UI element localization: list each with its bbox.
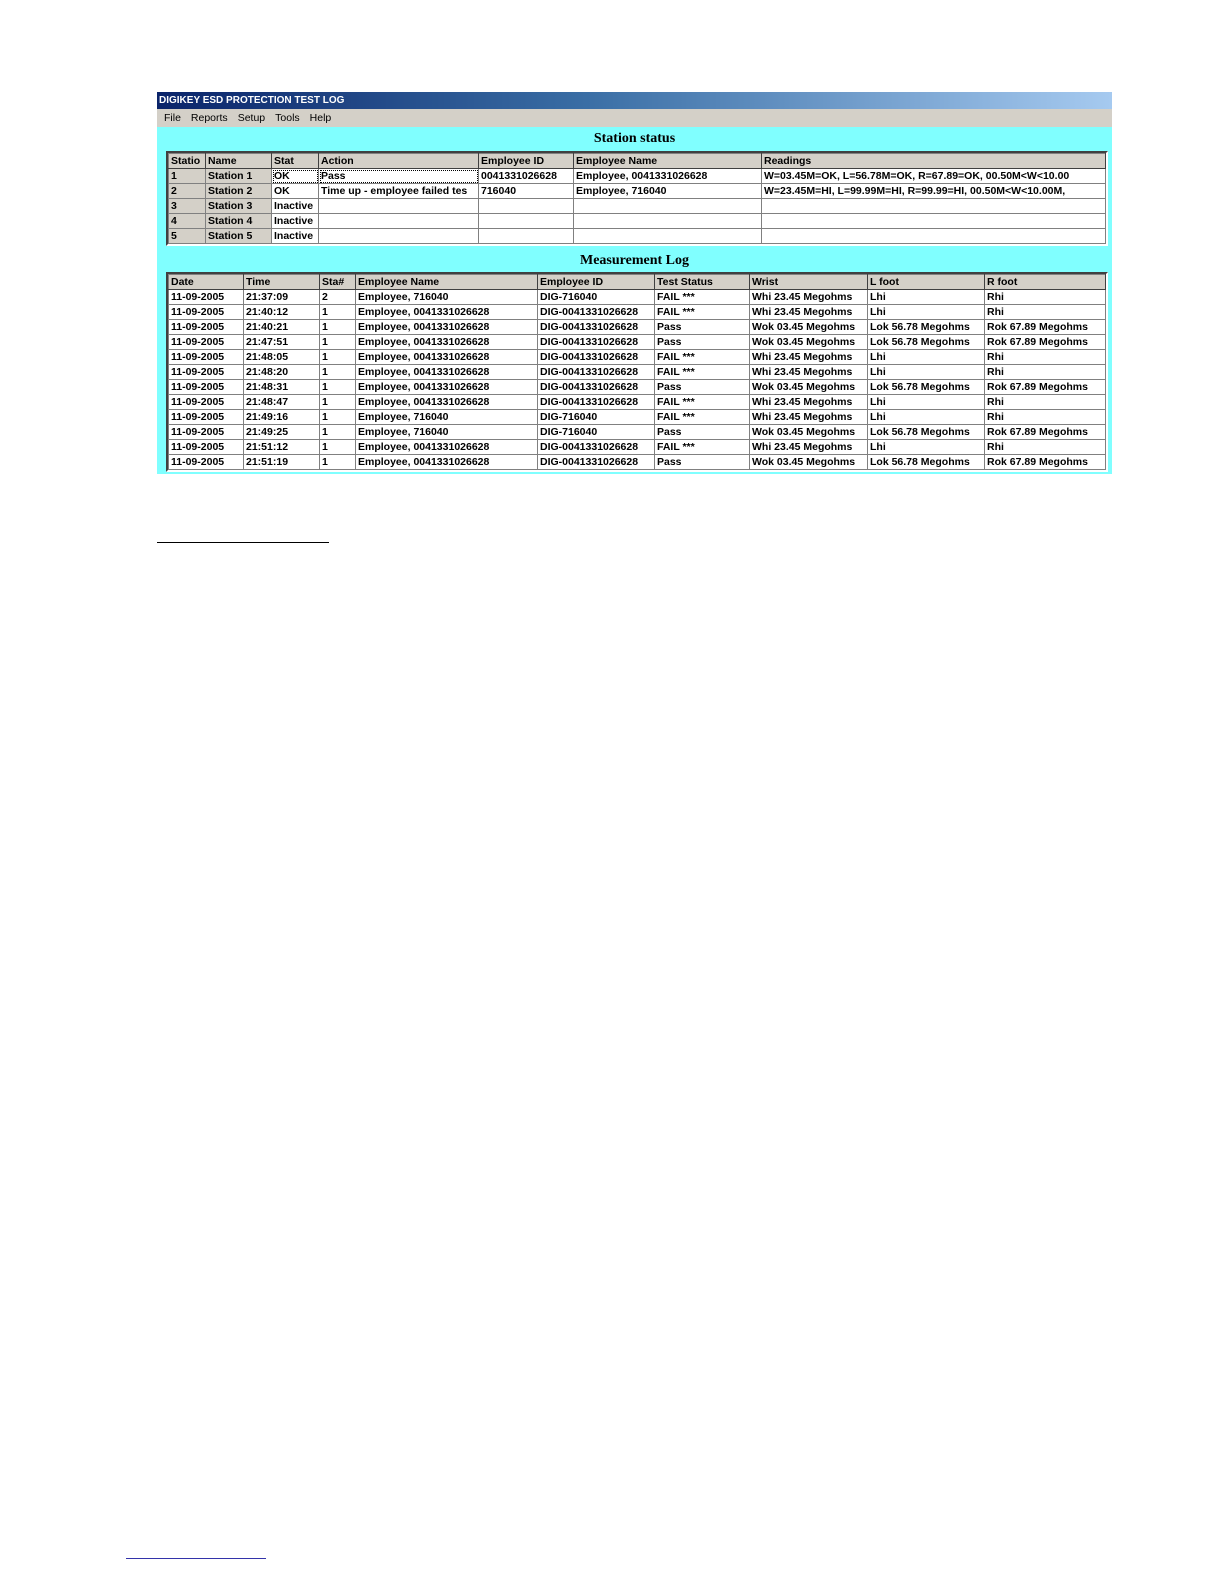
log-cell-employee-name[interactable]: Employee, 0041331026628 (356, 350, 538, 365)
log-row[interactable] (169, 440, 1106, 455)
log-cell-date[interactable]: 11-09-2005 (169, 320, 244, 335)
station-row[interactable] (169, 169, 1106, 184)
log-cell-sta[interactable]: 1 (320, 305, 356, 320)
log-cell-l-foot[interactable]: Lhi (868, 365, 985, 380)
log-cell-sta[interactable]: 1 (320, 320, 356, 335)
log-row[interactable] (169, 395, 1106, 410)
log-cell-r-foot[interactable]: Rhi (985, 395, 1106, 410)
station-cell-action[interactable] (319, 229, 479, 244)
log-cell-l-foot[interactable]: Lhi (868, 290, 985, 305)
window-title: DIGIKEY ESD PROTECTION TEST LOG (159, 95, 345, 106)
station-cell-name[interactable]: Station 3 (206, 199, 272, 214)
log-cell-time[interactable]: 21:48:47 (244, 395, 320, 410)
log-cell-date[interactable]: 11-09-2005 (169, 380, 244, 395)
station-row[interactable] (169, 184, 1106, 199)
log-cell-wrist[interactable]: Whi 23.45 Megohms (750, 305, 868, 320)
measurement-log-table (168, 274, 1106, 470)
station-cell-stat[interactable]: Inactive (272, 229, 319, 244)
log-cell-r-foot[interactable]: Rok 67.89 Megohms (985, 320, 1106, 335)
log-col-header-time[interactable]: Time (244, 275, 320, 290)
station-col-header-action[interactable]: Action (319, 154, 479, 169)
menu-reports[interactable]: Reports (190, 112, 228, 124)
log-cell-r-foot[interactable]: Rok 67.89 Megohms (985, 425, 1106, 440)
station-cell-employee-name[interactable] (574, 214, 762, 229)
station-cell-stat[interactable]: OK (272, 184, 319, 199)
log-cell-employee-name[interactable]: Employee, 0041331026628 (356, 395, 538, 410)
log-cell-wrist[interactable]: Whi 23.45 Megohms (750, 410, 868, 425)
log-cell-wrist[interactable]: Whi 23.45 Megohms (750, 350, 868, 365)
log-cell-test-status[interactable]: Pass (655, 455, 750, 470)
station-cell-employee-id[interactable] (479, 214, 574, 229)
station-row[interactable] (169, 229, 1106, 244)
station-cell-readings[interactable]: W=23.45M=HI, L=99.99M=HI, R=99.99=HI, 00.50M<W<10.00M, (762, 184, 1106, 199)
log-cell-l-foot[interactable]: Lhi (868, 440, 985, 455)
log-cell-wrist[interactable]: Whi 23.45 Megohms (750, 440, 868, 455)
station-cell-employee-name[interactable] (574, 229, 762, 244)
station-cell-employee-name[interactable]: Employee, 0041331026628 (574, 169, 762, 184)
log-cell-l-foot[interactable]: Lok 56.78 Megohms (868, 335, 985, 350)
log-cell-sta[interactable]: 1 (320, 440, 356, 455)
station-cell-stat[interactable]: Inactive (272, 199, 319, 214)
station-cell-readings[interactable]: W=03.45M=OK, L=56.78M=OK, R=67.89=OK, 00.50M<W<10.00 (762, 169, 1106, 184)
log-row[interactable] (169, 290, 1106, 305)
log-cell-sta[interactable]: 2 (320, 290, 356, 305)
log-cell-l-foot[interactable]: Lhi (868, 395, 985, 410)
log-cell-sta[interactable]: 1 (320, 425, 356, 440)
station-cell-readings[interactable] (762, 229, 1106, 244)
log-col-header-employee-name[interactable]: Employee Name (356, 275, 538, 290)
log-cell-test-status[interactable]: FAIL *** (655, 395, 750, 410)
log-cell-test-status[interactable]: FAIL *** (655, 440, 750, 455)
station-cell-name[interactable]: Station 4 (206, 214, 272, 229)
log-cell-date[interactable]: 11-09-2005 (169, 455, 244, 470)
log-cell-r-foot[interactable]: Rhi (985, 350, 1106, 365)
station-col-header-stat[interactable]: Stat (272, 154, 319, 169)
station-cell-readings[interactable] (762, 214, 1106, 229)
station-cell-action[interactable] (319, 199, 479, 214)
log-cell-time[interactable]: 21:37:09 (244, 290, 320, 305)
station-row[interactable] (169, 214, 1106, 229)
log-cell-sta[interactable]: 1 (320, 335, 356, 350)
log-cell-employee-name[interactable]: Employee, 716040 (356, 290, 538, 305)
log-cell-sta[interactable]: 1 (320, 350, 356, 365)
log-cell-r-foot[interactable]: Rok 67.89 Megohms (985, 455, 1106, 470)
log-row[interactable] (169, 380, 1106, 395)
log-cell-sta[interactable]: 1 (320, 380, 356, 395)
station-status-grid[interactable] (166, 151, 1108, 246)
log-cell-time[interactable]: 21:48:20 (244, 365, 320, 380)
log-cell-employee-id[interactable]: DIG-716040 (538, 410, 655, 425)
station-cell-statio[interactable]: 5 (169, 229, 206, 244)
menu-help[interactable]: Help (309, 112, 332, 124)
log-cell-test-status[interactable]: FAIL *** (655, 365, 750, 380)
log-cell-wrist[interactable]: Wok 03.45 Megohms (750, 335, 868, 350)
log-col-header-employee-id[interactable]: Employee ID (538, 275, 655, 290)
log-cell-time[interactable]: 21:48:31 (244, 380, 320, 395)
log-cell-employee-name[interactable]: Employee, 0041331026628 (356, 320, 538, 335)
log-cell-date[interactable]: 11-09-2005 (169, 305, 244, 320)
log-cell-l-foot[interactable]: Lok 56.78 Megohms (868, 455, 985, 470)
log-row[interactable] (169, 455, 1106, 470)
log-cell-time[interactable]: 21:48:05 (244, 350, 320, 365)
log-cell-test-status[interactable]: Pass (655, 380, 750, 395)
station-col-header-name[interactable]: Name (206, 154, 272, 169)
log-cell-employee-name[interactable]: Employee, 0041331026628 (356, 440, 538, 455)
log-cell-test-status[interactable]: Pass (655, 425, 750, 440)
station-cell-statio[interactable]: 3 (169, 199, 206, 214)
menu-bar (157, 109, 1112, 127)
log-cell-r-foot[interactable]: Rhi (985, 305, 1106, 320)
log-cell-employee-id[interactable]: DIG-0041331026628 (538, 335, 655, 350)
log-header-row (169, 275, 1106, 290)
station-cell-employee-id[interactable] (479, 229, 574, 244)
log-cell-test-status[interactable]: FAIL *** (655, 305, 750, 320)
station-col-header-employee-id[interactable]: Employee ID (479, 154, 574, 169)
log-cell-employee-name[interactable]: Employee, 0041331026628 (356, 305, 538, 320)
log-cell-test-status[interactable]: FAIL *** (655, 410, 750, 425)
station-rows (169, 169, 1106, 244)
log-cell-employee-id[interactable]: DIG-0041331026628 (538, 380, 655, 395)
log-row[interactable] (169, 350, 1106, 365)
station-cell-action[interactable]: Time up - employee failed tes (319, 184, 479, 199)
log-cell-r-foot[interactable]: Rhi (985, 440, 1106, 455)
log-cell-employee-name[interactable]: Employee, 716040 (356, 410, 538, 425)
station-cell-readings[interactable] (762, 199, 1106, 214)
log-col-header-wrist[interactable]: Wrist (750, 275, 868, 290)
log-cell-wrist[interactable]: Wok 03.45 Megohms (750, 320, 868, 335)
log-cell-employee-id[interactable]: DIG-0041331026628 (538, 350, 655, 365)
log-cell-date[interactable]: 11-09-2005 (169, 440, 244, 455)
station-cell-employee-name[interactable] (574, 199, 762, 214)
station-row[interactable] (169, 199, 1106, 214)
station-cell-action[interactable] (319, 214, 479, 229)
log-cell-r-foot[interactable]: Rok 67.89 Megohms (985, 335, 1106, 350)
log-cell-test-status[interactable]: FAIL *** (655, 290, 750, 305)
log-cell-time[interactable]: 21:49:25 (244, 425, 320, 440)
log-cell-employee-name[interactable]: Employee, 716040 (356, 425, 538, 440)
station-cell-statio[interactable]: 1 (169, 169, 206, 184)
log-cell-employee-id[interactable]: DIG-0041331026628 (538, 455, 655, 470)
station-header-row (169, 154, 1106, 169)
log-cell-employee-id[interactable]: DIG-0041331026628 (538, 320, 655, 335)
log-cell-sta[interactable]: 1 (320, 365, 356, 380)
station-cell-stat[interactable]: Inactive (272, 214, 319, 229)
log-cell-date[interactable]: 11-09-2005 (169, 290, 244, 305)
window-title-bar[interactable] (157, 92, 1112, 109)
log-cell-wrist[interactable]: Whi 23.45 Megohms (750, 365, 868, 380)
log-cell-sta[interactable]: 1 (320, 410, 356, 425)
measurement-log-title: Measurement Log (580, 253, 689, 268)
log-cell-r-foot[interactable]: Rok 67.89 Megohms (985, 380, 1106, 395)
log-row[interactable] (169, 305, 1106, 320)
log-cell-l-foot[interactable]: Lhi (868, 350, 985, 365)
log-cell-wrist[interactable]: Wok 03.45 Megohms (750, 455, 868, 470)
log-cell-date[interactable]: 11-09-2005 (169, 425, 244, 440)
menu-tools[interactable]: Tools (275, 112, 300, 124)
log-col-header-date[interactable]: Date (169, 275, 244, 290)
log-cell-employee-id[interactable]: DIG-0041331026628 (538, 440, 655, 455)
log-cell-wrist[interactable]: Whi 23.45 Megohms (750, 290, 868, 305)
station-cell-action[interactable]: Pass (319, 169, 479, 184)
log-row[interactable] (169, 410, 1106, 425)
log-cell-time[interactable]: 21:40:21 (244, 320, 320, 335)
measurement-log-grid[interactable] (166, 272, 1108, 472)
station-cell-stat[interactable]: OK (272, 169, 319, 184)
log-cell-employee-name[interactable]: Employee, 0041331026628 (356, 380, 538, 395)
station-cell-name[interactable]: Station 2 (206, 184, 272, 199)
footnote-rule (126, 1558, 266, 1559)
log-cell-wrist[interactable]: Wok 03.45 Megohms (750, 380, 868, 395)
log-cell-date[interactable]: 11-09-2005 (169, 410, 244, 425)
menu-setup[interactable]: Setup (237, 112, 266, 124)
station-cell-employee-name[interactable]: Employee, 716040 (574, 184, 762, 199)
log-col-header-sta[interactable]: Sta# (320, 275, 356, 290)
log-cell-employee-id[interactable]: DIG-716040 (538, 290, 655, 305)
log-cell-time[interactable]: 21:47:51 (244, 335, 320, 350)
log-cell-r-foot[interactable]: Rhi (985, 365, 1106, 380)
log-cell-date[interactable]: 11-09-2005 (169, 350, 244, 365)
log-cell-employee-name[interactable]: Employee, 0041331026628 (356, 365, 538, 380)
log-cell-wrist[interactable]: Wok 03.45 Megohms (750, 425, 868, 440)
station-cell-name[interactable]: Station 5 (206, 229, 272, 244)
station-col-header-readings[interactable]: Readings (762, 154, 1106, 169)
log-row[interactable] (169, 335, 1106, 350)
log-cell-l-foot[interactable]: Lok 56.78 Megohms (868, 425, 985, 440)
log-cell-l-foot[interactable]: Lok 56.78 Megohms (868, 320, 985, 335)
log-col-header-test-status[interactable]: Test Status (655, 275, 750, 290)
log-cell-sta[interactable]: 1 (320, 455, 356, 470)
log-cell-time[interactable]: 21:40:12 (244, 305, 320, 320)
station-status-table (168, 153, 1106, 244)
menu-file[interactable]: File (164, 112, 181, 124)
log-cell-employee-id[interactable]: DIG-0041331026628 (538, 305, 655, 320)
log-row[interactable] (169, 365, 1106, 380)
log-col-header-r-foot[interactable]: R foot (985, 275, 1106, 290)
log-cell-l-foot[interactable]: Lok 56.78 Megohms (868, 380, 985, 395)
station-col-header-statio[interactable]: Statio (169, 154, 206, 169)
log-cell-time[interactable]: 21:51:12 (244, 440, 320, 455)
log-cell-time[interactable]: 21:51:19 (244, 455, 320, 470)
log-cell-date[interactable]: 11-09-2005 (169, 395, 244, 410)
log-row[interactable] (169, 320, 1106, 335)
station-cell-employee-id[interactable]: 0041331026628 (479, 169, 574, 184)
log-cell-date[interactable]: 11-09-2005 (169, 365, 244, 380)
station-cell-statio[interactable]: 2 (169, 184, 206, 199)
log-cell-test-status[interactable]: Pass (655, 320, 750, 335)
station-status-title: Station status (593, 131, 676, 146)
log-cell-wrist[interactable]: Whi 23.45 Megohms (750, 395, 868, 410)
log-cell-sta[interactable]: 1 (320, 395, 356, 410)
station-cell-statio[interactable]: 4 (169, 214, 206, 229)
log-col-header-l-foot[interactable]: L foot (868, 275, 985, 290)
log-cell-employee-name[interactable]: Employee, 0041331026628 (356, 455, 538, 470)
log-cell-l-foot[interactable]: Lhi (868, 305, 985, 320)
station-cell-name[interactable]: Station 1 (206, 169, 272, 184)
log-cell-r-foot[interactable]: Rhi (985, 410, 1106, 425)
log-cell-r-foot[interactable]: Rhi (985, 290, 1106, 305)
page-rule (157, 542, 329, 543)
station-cell-employee-id[interactable]: 716040 (479, 184, 574, 199)
station-col-header-employee-name[interactable]: Employee Name (574, 154, 762, 169)
log-cell-date[interactable]: 11-09-2005 (169, 335, 244, 350)
log-cell-time[interactable]: 21:49:16 (244, 410, 320, 425)
app-window (157, 92, 1112, 474)
log-cell-test-status[interactable]: FAIL *** (655, 350, 750, 365)
log-cell-employee-id[interactable]: DIG-0041331026628 (538, 395, 655, 410)
log-cell-employee-name[interactable]: Employee, 0041331026628 (356, 335, 538, 350)
log-cell-l-foot[interactable]: Lhi (868, 410, 985, 425)
log-cell-test-status[interactable]: Pass (655, 335, 750, 350)
station-cell-employee-id[interactable] (479, 199, 574, 214)
log-rows (169, 290, 1106, 470)
log-row[interactable] (169, 425, 1106, 440)
log-cell-employee-id[interactable]: DIG-0041331026628 (538, 365, 655, 380)
log-cell-employee-id[interactable]: DIG-716040 (538, 425, 655, 440)
